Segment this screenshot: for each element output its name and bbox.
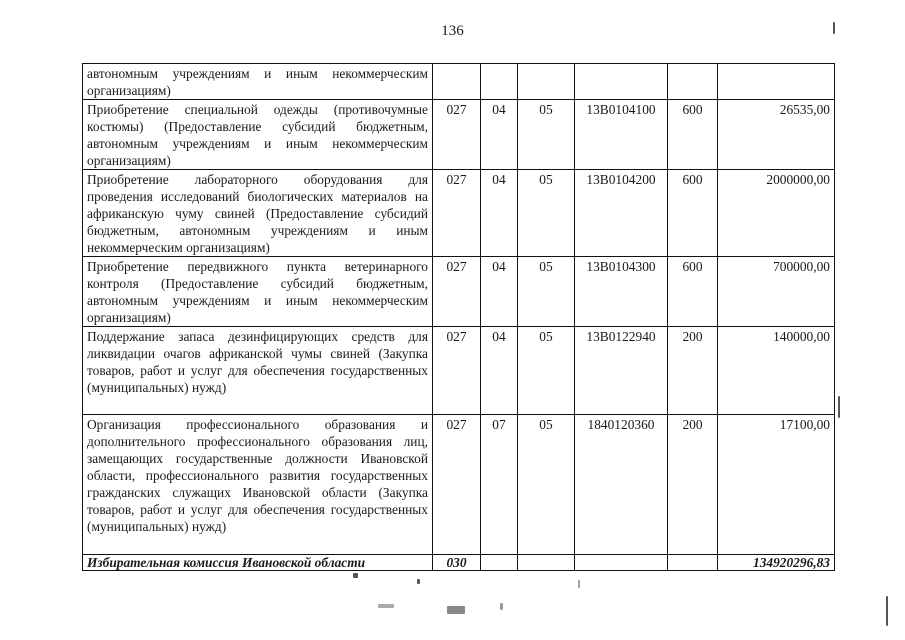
row-section: 04	[481, 257, 518, 327]
row-subsection: 05	[518, 415, 575, 555]
budget-table	[82, 63, 835, 571]
row-amount: 2000000,00	[718, 170, 835, 257]
row-section: 07	[481, 415, 518, 555]
row-subsection: 05	[518, 327, 575, 415]
row-gr-code: 027	[433, 170, 481, 257]
page-number: 136	[441, 23, 464, 39]
table-row	[83, 100, 835, 170]
row-gr-code: 027	[433, 100, 481, 170]
row-subsection: 05	[518, 100, 575, 170]
row-amount: 140000,00	[718, 327, 835, 415]
scan-mark	[833, 22, 835, 34]
total-row-empty-cell	[668, 555, 718, 571]
row-description: Организация профессионального образования и дополнительного профессионального образования лиц, замещающих государственные должности Ивановской области, профессионального развития государственных гражданских служащих Ивановской области (Закупка товаров, работ и услуг для обеспечения государственных (муниципальных) нужд)	[83, 415, 433, 555]
table-row	[83, 170, 835, 257]
row-target-article: 13В0104100	[575, 100, 668, 170]
row-section: 04	[481, 100, 518, 170]
row-subsection	[518, 64, 575, 100]
row-description: Приобретение лабораторного оборудования для проведения исследований биологических материалов на африканскую чуму свиней (Предоставление субсидий бюджетным, автономным учреждениям и иным некоммерческим организациям)	[83, 170, 433, 257]
row-expense-kind: 600	[668, 257, 718, 327]
row-gr-code: 027	[433, 415, 481, 555]
row-section	[481, 64, 518, 100]
row-target-article: 13В0104200	[575, 170, 668, 257]
row-description: Приобретение специальной одежды (противочумные костюмы) (Предоставление субсидий бюджетным, автономным учреждениям и иным некоммерческим организациям)	[83, 100, 433, 170]
scan-mark	[353, 573, 358, 578]
table-row	[83, 257, 835, 327]
row-target-article	[575, 64, 668, 100]
row-expense-kind: 600	[668, 100, 718, 170]
total-row-empty-cell	[481, 555, 518, 571]
row-description: автономным учреждениям и иным некоммерческим организациям)	[83, 64, 433, 100]
row-expense-kind: 600	[668, 170, 718, 257]
row-subsection: 05	[518, 170, 575, 257]
row-target-article: 13В0122940	[575, 327, 668, 415]
row-target-article: 13В0104300	[575, 257, 668, 327]
row-expense-kind: 200	[668, 415, 718, 555]
table-row	[83, 64, 835, 100]
row-subsection: 05	[518, 257, 575, 327]
scan-mark	[886, 596, 888, 626]
total-row-description: Избирательная комиссия Ивановской области	[83, 555, 433, 571]
row-target-article: 1840120360	[575, 415, 668, 555]
scan-mark	[447, 606, 465, 614]
row-expense-kind	[668, 64, 718, 100]
row-description: Приобретение передвижного пункта ветеринарного контроля (Предоставление субсидий бюджетным, автономным учреждениям и иным некоммерческим организациям)	[83, 257, 433, 327]
row-description: Поддержание запаса дезинфицирующих средств для ликвидации очагов африканской чумы свиней (Закупка товаров, работ и услуг для обеспечения государственных (муниципальных) нужд)	[83, 327, 433, 415]
row-amount: 26535,00	[718, 100, 835, 170]
row-amount	[718, 64, 835, 100]
row-gr-code: 027	[433, 257, 481, 327]
row-section: 04	[481, 327, 518, 415]
total-row-gr-code: 030	[433, 555, 481, 571]
row-amount: 700000,00	[718, 257, 835, 327]
total-row	[83, 555, 835, 571]
row-expense-kind: 200	[668, 327, 718, 415]
total-row-amount: 134920296,83	[718, 555, 835, 571]
row-amount: 17100,00	[718, 415, 835, 555]
row-gr-code	[433, 64, 481, 100]
table-row	[83, 415, 835, 555]
row-gr-code: 027	[433, 327, 481, 415]
scan-mark	[417, 579, 420, 584]
scan-mark	[500, 603, 503, 610]
scan-mark	[578, 580, 580, 588]
row-section: 04	[481, 170, 518, 257]
scan-mark	[378, 604, 394, 608]
table-row	[83, 327, 835, 415]
total-row-empty-cell	[575, 555, 668, 571]
scan-mark	[838, 396, 840, 418]
total-row-empty-cell	[518, 555, 575, 571]
